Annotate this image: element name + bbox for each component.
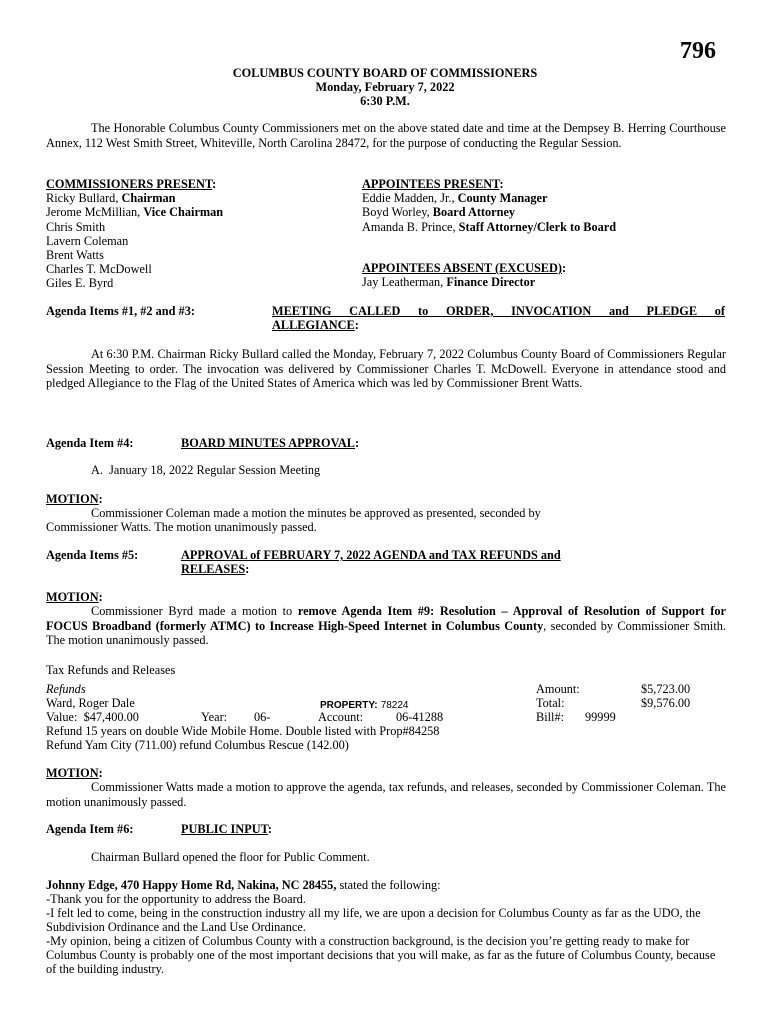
appointee-row: Amanda B. Prince, Staff Attorney/Clerk to Board <box>362 219 617 234</box>
page-number: 796 <box>680 38 716 64</box>
amount-value: $5,723.00 <box>641 682 691 696</box>
refund-note-line1: Refund 15 years on double Wide Mobile Home. Double listed with Prop#84258 <box>46 724 440 738</box>
refund-note-line2: Refund Yam City (711.00) refund Columbus Rescue (142.00) <box>46 738 349 752</box>
appointees-present-section <box>362 177 616 234</box>
minutes-sub-item: A. January 18, 2022 Regular Session Meeting <box>91 463 321 477</box>
agenda-approval-motion: Commissioner Watts made a motion to approve the agenda, tax refunds, and releases, seconded by Commissioner Coleman. The motion unanimously passed. <box>46 780 726 809</box>
motion-heading: MOTION: <box>46 766 103 780</box>
commissioner-row: Giles E. Byrd <box>46 276 114 291</box>
commissioners-present-heading: COMMISSIONERS PRESENT: <box>46 177 217 191</box>
agenda-items-1-3-label: Agenda Items #1, #2 and #3: <box>46 304 195 318</box>
commissioner-row: Chris Smith <box>46 219 106 234</box>
motion-text-line2: Commissioner Watts. The motion unanimously passed. <box>46 520 317 534</box>
total-label: Total: <box>536 696 565 710</box>
year-label: Year: <box>201 710 228 724</box>
motion-text-line1: Commissioner Coleman made a motion the minutes be approved as presented, seconded by <box>91 506 541 520</box>
agenda-item-4-title: BOARD MINUTES APPROVAL: <box>181 436 360 450</box>
commissioner-row: Jerome McMillian, Vice Chairman <box>46 205 224 220</box>
value-field: Value: $47,400.00 <box>46 710 139 724</box>
account-value: 06-41288 <box>396 710 444 724</box>
speaker-comments <box>46 892 726 976</box>
refunds-label: Refunds <box>46 682 86 696</box>
agenda-items-1-3-title-line2: ALLEGIANCE: <box>272 318 359 332</box>
agenda-removal-motion: Commissioner Byrd made a motion to remove Agenda Item #9: Resolution – Approval of Resolution of Support for FOCUS Broadband (formerly ATMC) to Increase High-Speed Internet in Columbus County, seconded by Commissioner Smith. The motion unanimously passed. <box>46 604 726 648</box>
agenda-item-5-label: Agenda Items #5: <box>46 548 139 562</box>
commissioners-present-section <box>46 177 223 291</box>
speaker-line: Johnny Edge, 470 Happy Home Rd, Nakina, NC 28455, stated the following: <box>46 878 441 892</box>
total-value: $9,576.00 <box>641 696 691 710</box>
agenda-item-5-title: APPROVAL of FEBRUARY 7, 2022 AGENDA and TAX REFUNDS and <box>181 548 561 562</box>
commissioner-row: Brent Watts <box>46 248 104 263</box>
appointees-absent-heading: APPOINTEES ABSENT (EXCUSED): <box>362 261 567 275</box>
refund-name: Ward, Roger Dale <box>46 696 135 710</box>
comment-item: -I felt led to come, being in the construction industry all my life, we are upon a decision for Columbus County as far as the UDO, the Subdivision Ordinance and the Land Use Ordinance. <box>46 906 701 934</box>
intro-paragraph: The Honorable Columbus County Commissioners met on the above stated date and time at the Dempsey B. Herring Courthouse Annex, 112 West Smith Street, Whiteville, North Carolina 28472, for the purpose of conducting the Regular Session. <box>46 121 726 150</box>
appointee-absent-row: Jay Leatherman, Finance Director <box>362 275 536 290</box>
agenda-item-6-label: Agenda Item #6: <box>46 822 134 836</box>
comment-item: -Thank you for the opportunity to address the Board. <box>46 892 306 906</box>
motion-heading: MOTION: <box>46 492 103 506</box>
tax-refunds-heading: Tax Refunds and Releases <box>46 663 176 677</box>
commissioner-row: Charles T. McDowell <box>46 262 152 277</box>
property-field: PROPERTY: 78224 <box>320 700 409 711</box>
motion-heading: MOTION: <box>46 590 103 604</box>
account-label: Account: <box>318 710 364 724</box>
commissioner-row: Lavern Coleman <box>46 233 129 248</box>
comment-item: -My opinion, being a citizen of Columbus County with a construction background, is the decision you’re getting ready to make for Columbus County is probably one of the most important decisions that you will make, as far as the future of Columbus County, because of the building industry. <box>46 934 716 976</box>
bill-label: Bill#: <box>536 710 565 724</box>
meeting-time: 6:30 P.M. <box>360 94 410 108</box>
amount-label: Amount: <box>536 682 580 696</box>
bill-value: 99999 <box>585 710 616 724</box>
public-comment-intro: Chairman Bullard opened the floor for Public Comment. <box>91 850 370 864</box>
agenda-item-6-title: PUBLIC INPUT: <box>181 822 272 836</box>
appointees-present-heading: APPOINTEES PRESENT: <box>362 177 504 191</box>
call-to-order-paragraph: At 6:30 P.M. Chairman Ricky Bullard called the Monday, February 7, 2022 Columbus County Board of Commissioners Regular Session Meeting to order. The invocation was delivered by Commissioner Charles T. McDowell. Everyone in attendance stood and pledged Allegiance to the Flag of the United States of America which was led by Commissioner Brent Watts. <box>46 347 726 391</box>
agenda-item-5-title-line2: RELEASES: <box>181 562 250 576</box>
commissioner-row: Ricky Bullard, Chairman <box>46 191 176 206</box>
agenda-item-4-label: Agenda Item #4: <box>46 436 134 450</box>
agenda-items-1-3-title: MEETING CALLED to ORDER, INVOCATION and PLEDGE of <box>272 304 725 318</box>
year-value: 06- <box>254 710 271 724</box>
appointee-row: Boyd Worley, Board Attorney <box>362 205 516 220</box>
appointee-row: Eddie Madden, Jr., County Manager <box>362 191 548 206</box>
board-title: COLUMBUS COUNTY BOARD OF COMMISSIONERS <box>232 66 538 80</box>
appointees-absent-section <box>362 261 566 289</box>
meeting-date: Monday, February 7, 2022 <box>315 80 455 94</box>
